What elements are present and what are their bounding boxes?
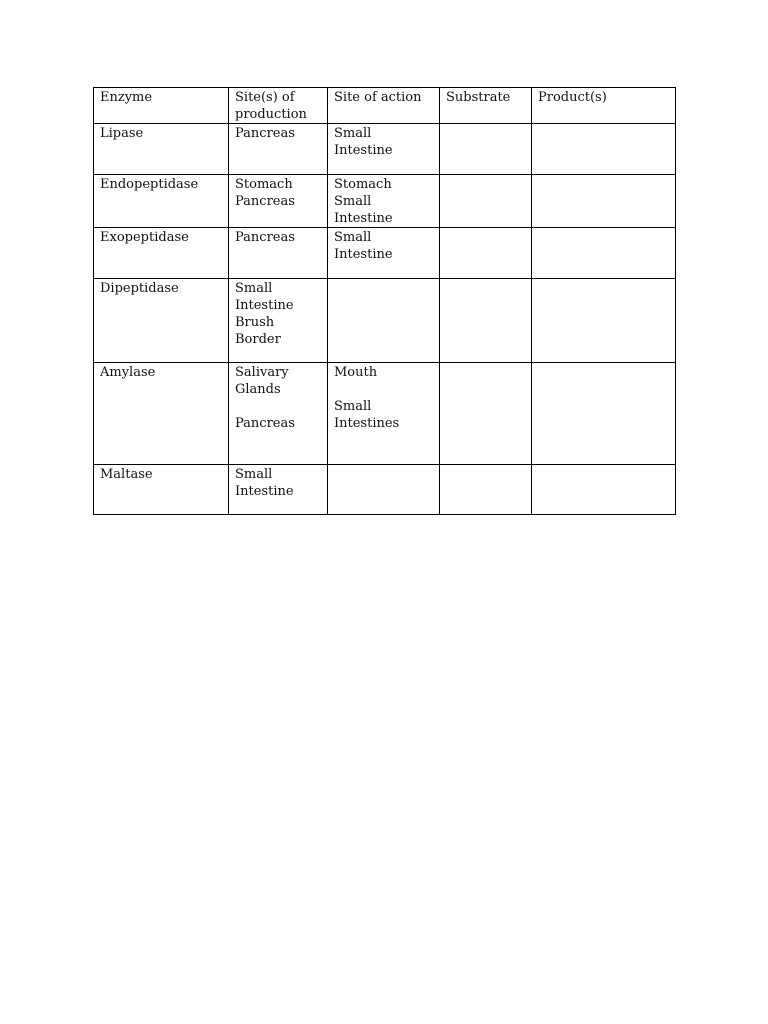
enzyme-table <box>93 87 676 515</box>
cell-action: Small Intestine <box>328 124 440 175</box>
header-products: Product(s) <box>532 88 676 124</box>
cell-enzyme: Dipeptidase <box>94 279 229 363</box>
header-enzyme: Enzyme <box>94 88 229 124</box>
table-header-row <box>94 88 676 124</box>
cell-enzyme: Endopeptidase <box>94 175 229 228</box>
cell-production: Small Intestine <box>229 465 328 515</box>
table-row <box>94 465 676 515</box>
cell-action: Stomach Small Intestine <box>328 175 440 228</box>
cell-substrate <box>440 228 532 279</box>
cell-enzyme: Exopeptidase <box>94 228 229 279</box>
cell-enzyme: Lipase <box>94 124 229 175</box>
cell-enzyme: Amylase <box>94 363 229 465</box>
table-row <box>94 228 676 279</box>
table-row <box>94 279 676 363</box>
cell-substrate <box>440 279 532 363</box>
table-row <box>94 175 676 228</box>
cell-action: Small Intestine <box>328 228 440 279</box>
table-row <box>94 124 676 175</box>
header-site-of-production: Site(s) of production <box>229 88 328 124</box>
cell-production: Small Intestine Brush Border <box>229 279 328 363</box>
header-site-of-action: Site of action <box>328 88 440 124</box>
cell-production: Salivary Glands Pancreas <box>229 363 328 465</box>
cell-products <box>532 363 676 465</box>
cell-products <box>532 465 676 515</box>
table-row <box>94 363 676 465</box>
header-substrate: Substrate <box>440 88 532 124</box>
cell-action: Mouth Small Intestines <box>328 363 440 465</box>
cell-action <box>328 279 440 363</box>
cell-production: Pancreas <box>229 124 328 175</box>
cell-substrate <box>440 363 532 465</box>
cell-production: Pancreas <box>229 228 328 279</box>
cell-substrate <box>440 175 532 228</box>
cell-production: Stomach Pancreas <box>229 175 328 228</box>
cell-enzyme: Maltase <box>94 465 229 515</box>
cell-products <box>532 175 676 228</box>
cell-products <box>532 124 676 175</box>
cell-action <box>328 465 440 515</box>
cell-products <box>532 279 676 363</box>
cell-substrate <box>440 124 532 175</box>
cell-products <box>532 228 676 279</box>
cell-substrate <box>440 465 532 515</box>
